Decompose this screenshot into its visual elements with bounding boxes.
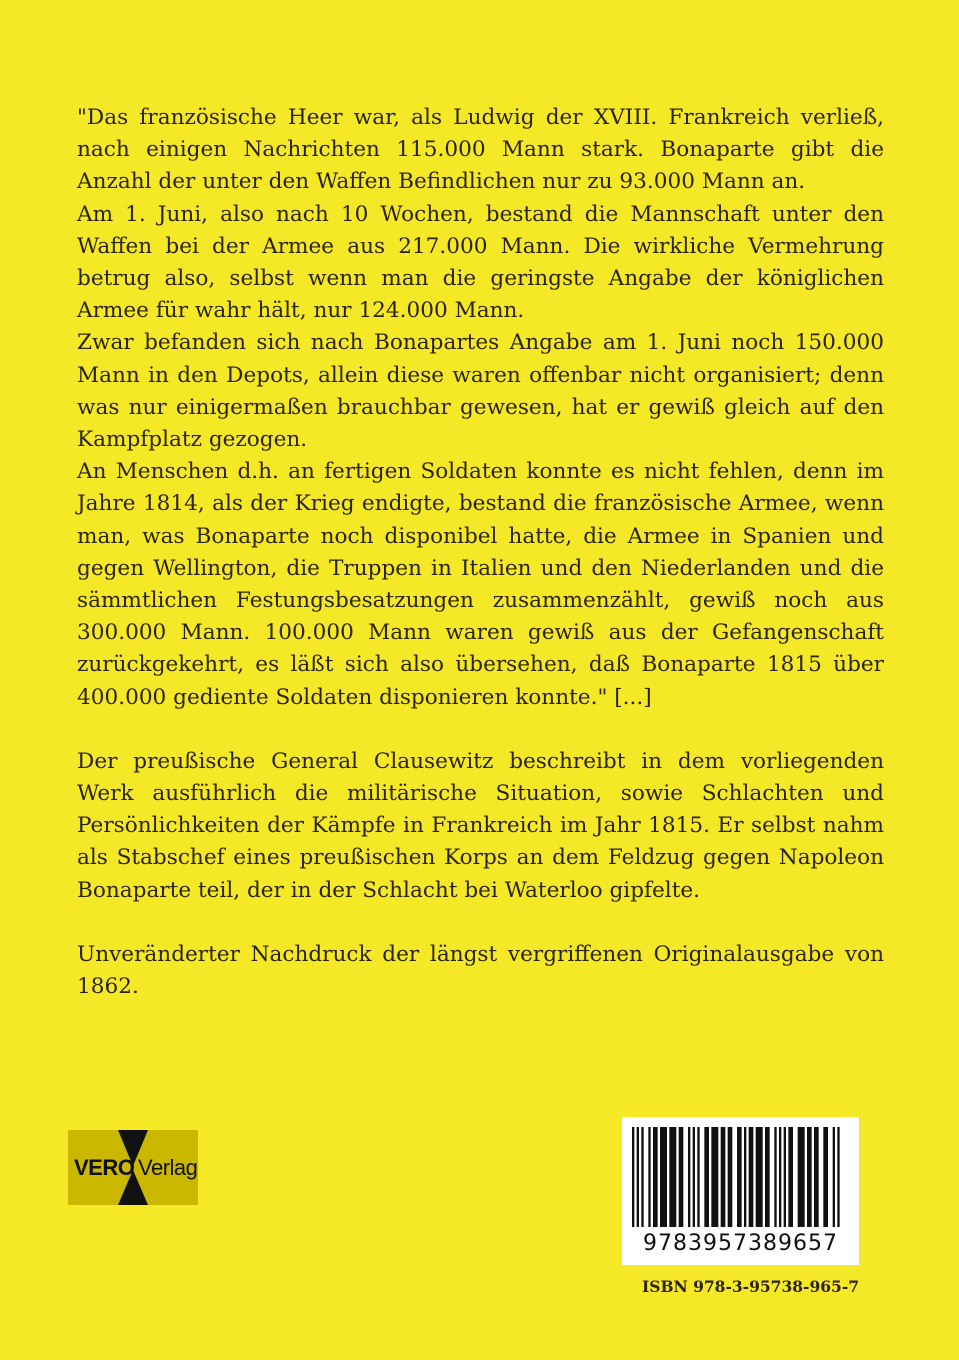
- quote-paragraph-3: Zwar befanden sich nach Bonapartes Angabe am 1. Juni noch 150.000 Mann in den Depots, allein diese waren offenbar nicht organisiert; denn was nur einigermaßen brauchbar gewesen, hat er gewiß gleich auf den Kampfplatz gezogen.: [77, 330, 884, 453]
- barcode-bar: [688, 1127, 690, 1227]
- barcode-bar: [679, 1127, 684, 1227]
- barcode-bar: [744, 1127, 746, 1227]
- logo-word-verlag: Verlag: [138, 1155, 198, 1180]
- barcode-bar: [737, 1127, 742, 1227]
- barcode-bar: [653, 1127, 658, 1227]
- barcode-bar: [641, 1127, 643, 1227]
- back-cover-text: [77, 102, 884, 1003]
- barcode-bar: [711, 1127, 718, 1227]
- barcode-bar: [660, 1127, 667, 1227]
- description-paragraph: Der preußische General Clausewitz beschreibt in dem vorliegenden Werk ausführlich die militärische Situation, sowie Schlachten und Persönlichkeiten der Kämpfe in Frankreich im Jahr 1815. Er selbst nahm als Stabschef eines preußischen Korps an dem Feldzug gegen Napoleon Bonaparte teil, der in der Schlacht bei Waterloo gipfelte.: [77, 748, 884, 903]
- barcode: [622, 1117, 859, 1265]
- barcode-bar: [756, 1127, 763, 1227]
- quote-paragraph-2: Am 1. Juni, also nach 10 Wochen, bestand die Mannschaft unter den Waffen bei der Armee aus 217.000 Mann. Die wirkliche Vermehrung betrug also, selbst wenn man die geringste Angabe der königlichen Armee für wahr hält, nur 124.000 Mann.: [77, 201, 884, 324]
- barcode-bars: [632, 1127, 849, 1227]
- barcode-bar: [807, 1127, 812, 1227]
- barcode-bar: [814, 1127, 819, 1227]
- barcode-bar: [749, 1127, 754, 1227]
- barcode-bar: [728, 1127, 733, 1227]
- barcode-bar: [774, 1127, 776, 1227]
- barcode-bar: [833, 1127, 835, 1227]
- barcode-bar: [788, 1127, 793, 1227]
- logo-word-vero: VERO: [74, 1155, 135, 1180]
- publisher-logo: [68, 1130, 198, 1205]
- barcode-bar: [721, 1127, 726, 1227]
- barcode-bar: [637, 1127, 639, 1227]
- barcode-bar: [697, 1127, 699, 1227]
- barcode-bar: [632, 1127, 634, 1227]
- barcode-bar: [648, 1127, 650, 1227]
- quote-paragraph-4: An Menschen d.h. an fertigen Soldaten konnte es nicht fehlen, denn im Jahre 1814, als der Krieg endigte, bestand die französische Armee, wenn man, was Bonaparte noch disponibel hatte, die Armee in Spanien und gegen Wellington, die Truppen in Italien und den Niederlanden und die sämmtlichen Festungsbesatzungen zusammenzählt, gewiß noch aus 300.000 Mann. 100.000 Mann waren gewiß aus der Gefangenschaft zurückgekehrt, es läßt sich also übersehen, daß Bonaparte 1815 über 400.000 gediente Soldaten disponieren konnte." [...]: [77, 459, 884, 710]
- isbn-label: ISBN 978-3-95738-965-7: [642, 1277, 860, 1296]
- reprint-note: Unveränderter Nachdruck der längst vergriffenen Originalausgabe von 1862.: [77, 941, 884, 1000]
- barcode-bar: [784, 1127, 786, 1227]
- barcode-bar: [704, 1127, 709, 1227]
- barcode-bar: [669, 1127, 676, 1227]
- barcode-bar: [823, 1127, 828, 1227]
- barcode-bar: [693, 1127, 695, 1227]
- quote-paragraph-1: "Das französische Heer war, als Ludwig der XVIII. Frankreich verließ, nach einigen Nachrichten 115.000 Mann stark. Bonaparte gibt die Anzahl der unter den Waffen Befindlichen nur zu 93.000 Mann an.: [77, 105, 884, 195]
- barcode-bar: [837, 1127, 839, 1227]
- barcode-bar: [779, 1127, 781, 1227]
- barcode-number: 9783957389657: [643, 1231, 838, 1256]
- barcode-bar: [765, 1127, 770, 1227]
- barcode-bar: [798, 1127, 805, 1227]
